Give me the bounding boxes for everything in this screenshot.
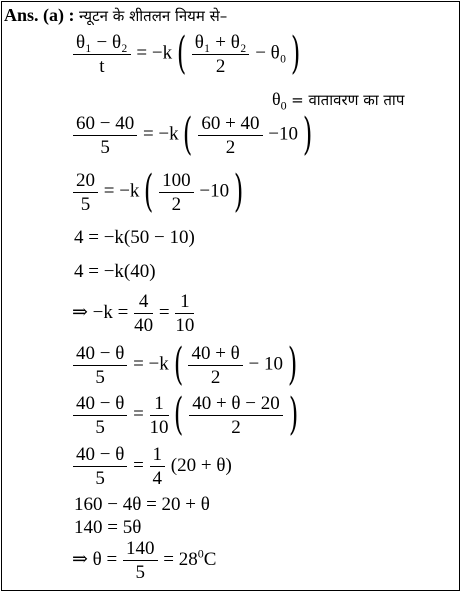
equation-step-12: ⇒ θ = $\frac{140}{5}$ = $28^0C$ [72,538,217,583]
equation-step-10: 160 − 4θ = 20 + θ [74,494,210,515]
equation-step-3: $\frac{20}{5}$ = −k ( $\frac{100}{2}$ −10 ) [72,170,243,214]
equation-step-4: 4 = −k(50 − 10) [74,227,195,248]
answer-statement: न्यूटन के शीतलन नियम से– [79,7,228,25]
equation-step-1: $\frac{\text{θ₁ − θ₂}}{t}$ = −k ( $\frac{\text{θ₁ + θ₂}}{2}$ − θ₀ ) [72,32,300,76]
equation-step-5: 4 = −k(40) [74,261,156,282]
equation-step-8: $\frac{40 - \theta}{5}$ = $\frac{1}{10}$ ( $\frac{40 + \theta - 20}{2}$ ) [72,393,298,437]
equation-step-11: 140 = 5θ [74,517,142,538]
equation-step-6: ⇒ −k = $\frac{4}{40}$ = $\frac{1}{10}$ [72,291,195,336]
answer-header [4,5,227,26]
equation-step-2: $\frac{60 - 40}{5}$ = −k ( $\frac{60 + 40}{2}$ −10 ) [72,113,312,157]
answer-label: Ans. (a) : [4,5,75,25]
ambient-temp-note: $\theta_0$ = वातावरण का ताप [272,89,405,113]
equation-step-9: $\frac{40 - \theta}{5}$ = $\frac{1}{4}$ (20 + θ) [72,445,232,488]
equation-step-7: $\frac{40 - \theta}{5}$ = −k ( $\frac{40 + \theta}{2}$ − 10 ) [72,343,297,387]
